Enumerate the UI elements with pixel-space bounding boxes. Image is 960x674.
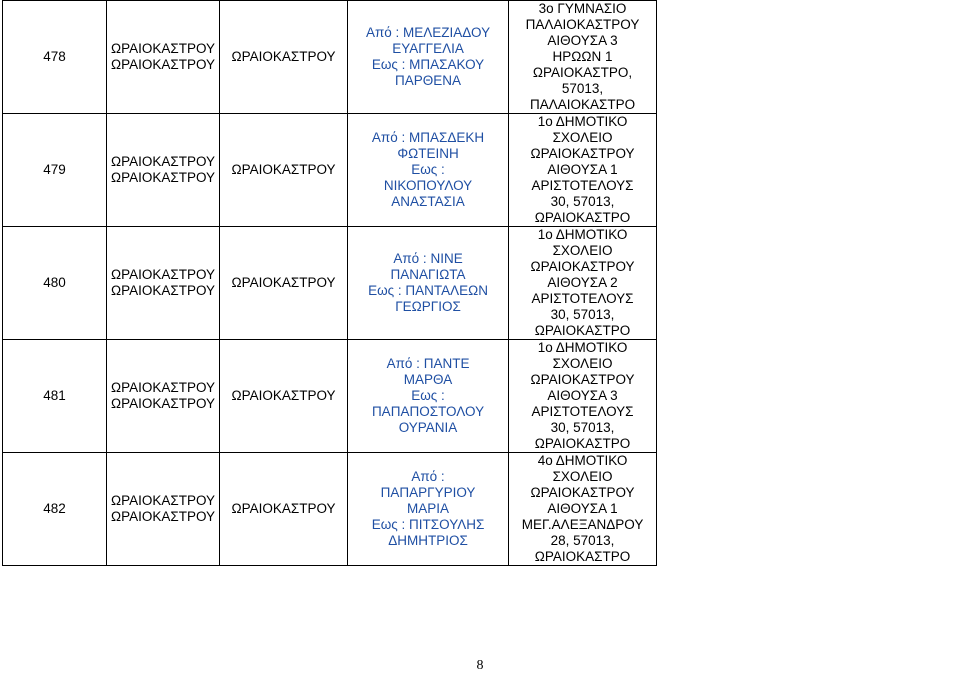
station-number-cell [3, 227, 107, 340]
polling-place-line: 28, 57013, [550, 533, 615, 548]
surname-range-line: ΝΙΚΟΠΟΥΛΟΥ [383, 178, 473, 193]
polling-place-line: ΑΙΘΟΥΣΑ 1 [547, 501, 618, 516]
surname-range-cell [348, 227, 509, 340]
polling-place-line: ΩΡΑΙΟΚΑΣΤΡΟΥ [530, 146, 635, 161]
surname-range-line: ΠΑΠΑΠΟΣΤΟΛΟΥ [371, 404, 485, 419]
polling-place-line: 3ο ΓΥΜΝΑΣΙΟ [538, 1, 627, 16]
surname-range-cell [348, 340, 509, 453]
station-number-cell [3, 1, 107, 114]
table-row [3, 453, 657, 566]
polling-place-line: ΩΡΑΙΟΚΑΣΤΡΟ, [532, 65, 633, 80]
polling-place-line: ΣΧΟΛΕΙΟ [552, 356, 613, 371]
municipality-cell [107, 114, 220, 227]
station-number-cell [3, 114, 107, 227]
polling-place-line: ΩΡΑΙΟΚΑΣΤΡΟ [534, 323, 631, 338]
polling-place-line: 1ο ΔΗΜΟΤΙΚΟ [537, 340, 628, 355]
municipality-cell [107, 340, 220, 453]
polling-place-cell [509, 453, 657, 566]
surname-range-line: ΦΩΤΕΙΝΗ [397, 146, 459, 161]
municipal-unit-cell [220, 114, 348, 227]
polling-place-line: 30, 57013, [550, 420, 615, 435]
municipality-line: ΩΡΑΙΟΚΑΣΤΡΟΥ [111, 396, 216, 411]
surname-range-line: Από : ΜΕΛΕΖΙΑΔΟΥ [365, 25, 491, 40]
station-number: 478 [43, 49, 66, 64]
surname-range-line: ΟΥΡΑΝΙΑ [398, 420, 458, 435]
municipal-unit: ΩΡΑΙΟΚΑΣΤΡΟΥ [231, 388, 336, 403]
station-number: 481 [43, 388, 66, 403]
municipal-unit-cell [220, 227, 348, 340]
polling-place-line: 30, 57013, [550, 307, 615, 322]
polling-place-line: ΣΧΟΛΕΙΟ [552, 130, 613, 145]
surname-range-line: ΓΕΩΡΓΙΟΣ [395, 299, 461, 314]
polling-place-line: ΠΑΛΑΙΟΚΑΣΤΡΟΥ [525, 17, 640, 32]
surname-range-line: Εως : ΜΠΑΣΑΚΟΥ [371, 57, 485, 72]
surname-range-line: Εως : [411, 388, 445, 403]
surname-range-line: ΜΑΡΘΑ [403, 372, 453, 387]
station-number: 480 [43, 275, 66, 290]
polling-place-line: 57013, [561, 81, 604, 96]
polling-place-line: ΑΡΙΣΤΟΤΕΛΟΥΣ [531, 178, 634, 193]
polling-place-line: ΗΡΩΩΝ 1 [552, 49, 613, 64]
surname-range-cell [348, 453, 509, 566]
surname-range-line: Από : ΠΑΝΤΕ [386, 356, 470, 371]
polling-stations-table [2, 0, 657, 566]
surname-range-line: ΠΑΡΘΕΝΑ [395, 73, 462, 88]
station-number-cell [3, 340, 107, 453]
municipality-line: ΩΡΑΙΟΚΑΣΤΡΟΥ [111, 170, 216, 185]
page-number: 8 [476, 658, 484, 673]
table-row [3, 114, 657, 227]
municipality-cell [107, 227, 220, 340]
station-number: 482 [43, 501, 66, 516]
municipality-line: ΩΡΑΙΟΚΑΣΤΡΟΥ [111, 380, 216, 395]
table-row [3, 1, 657, 114]
surname-range-line: Εως : ΠΙΤΣΟΥΛΗΣ [371, 517, 485, 532]
polling-place-line: ΩΡΑΙΟΚΑΣΤΡΟΥ [530, 259, 635, 274]
surname-range-line: Από : ΜΠΑΣΔΕΚΗ [371, 130, 485, 145]
polling-place-cell [509, 340, 657, 453]
station-number-cell [3, 453, 107, 566]
surname-range-cell [348, 1, 509, 114]
municipality-cell [107, 453, 220, 566]
polling-place-line: ΩΡΑΙΟΚΑΣΤΡΟ [534, 210, 631, 225]
municipal-unit: ΩΡΑΙΟΚΑΣΤΡΟΥ [231, 275, 336, 290]
polling-place-line: 1ο ΔΗΜΟΤΙΚΟ [537, 114, 628, 129]
municipal-unit: ΩΡΑΙΟΚΑΣΤΡΟΥ [231, 49, 336, 64]
municipal-unit-cell [220, 1, 348, 114]
municipality-line: ΩΡΑΙΟΚΑΣΤΡΟΥ [111, 493, 216, 508]
municipal-unit-cell [220, 453, 348, 566]
polling-place-line: ΣΧΟΛΕΙΟ [552, 469, 613, 484]
polling-place-cell [509, 1, 657, 114]
municipal-unit-cell [220, 340, 348, 453]
surname-range-line: Εως : ΠΑΝΤΑΛΕΩΝ [368, 283, 488, 298]
municipality-line: ΩΡΑΙΟΚΑΣΤΡΟΥ [111, 154, 216, 169]
polling-place-line: ΜΕΓ.ΑΛΕΞΑΝΔΡΟΥ [521, 517, 644, 532]
municipality-line: ΩΡΑΙΟΚΑΣΤΡΟΥ [111, 267, 216, 282]
polling-place-line: ΩΡΑΙΟΚΑΣΤΡΟΥ [530, 485, 635, 500]
surname-range-cell [348, 114, 509, 227]
polling-place-line: ΑΙΘΟΥΣΑ 3 [547, 388, 618, 403]
polling-place-line: ΑΙΘΟΥΣΑ 3 [547, 33, 618, 48]
surname-range-line: ΔΗΜΗΤΡΙΟΣ [388, 533, 468, 548]
surname-range-line: ΠΑΝΑΓΙΩΤΑ [390, 267, 466, 282]
polling-place-line: 30, 57013, [550, 194, 615, 209]
surname-range-line: Από : [411, 469, 445, 484]
station-number: 479 [43, 162, 66, 177]
surname-range-line: Εως : [411, 162, 445, 177]
surname-range-line: ΠΑΠΑΡΓΥΡΙΟΥ [380, 485, 476, 500]
surname-range-line: ΕΥΑΓΓΕΛΙΑ [392, 41, 464, 56]
municipality-line: ΩΡΑΙΟΚΑΣΤΡΟΥ [111, 509, 216, 524]
polling-place-line: ΑΡΙΣΤΟΤΕΛΟΥΣ [531, 291, 634, 306]
polling-place-line: ΑΡΙΣΤΟΤΕΛΟΥΣ [531, 404, 634, 419]
polling-place-line: ΣΧΟΛΕΙΟ [552, 243, 613, 258]
municipality-line: ΩΡΑΙΟΚΑΣΤΡΟΥ [111, 283, 216, 298]
polling-place-line: 1ο ΔΗΜΟΤΙΚΟ [537, 227, 628, 242]
table-row [3, 227, 657, 340]
polling-place-line: ΩΡΑΙΟΚΑΣΤΡΟΥ [530, 372, 635, 387]
polling-place-line: ΠΑΛΑΙΟΚΑΣΤΡΟ [529, 97, 636, 112]
polling-place-line: ΑΙΘΟΥΣΑ 2 [547, 275, 618, 290]
surname-range-line: ΜΑΡΙΑ [407, 501, 450, 516]
polling-place-cell [509, 227, 657, 340]
municipal-unit: ΩΡΑΙΟΚΑΣΤΡΟΥ [231, 162, 336, 177]
polling-place-line: ΩΡΑΙΟΚΑΣΤΡΟ [534, 549, 631, 564]
polling-place-line: ΑΙΘΟΥΣΑ 1 [547, 162, 618, 177]
municipality-line: ΩΡΑΙΟΚΑΣΤΡΟΥ [111, 41, 216, 56]
municipality-cell [107, 1, 220, 114]
polling-place-cell [509, 114, 657, 227]
polling-place-line: 4ο ΔΗΜΟΤΙΚΟ [537, 453, 628, 468]
municipality-line: ΩΡΑΙΟΚΑΣΤΡΟΥ [111, 57, 216, 72]
polling-place-line: ΩΡΑΙΟΚΑΣΤΡΟ [534, 436, 631, 451]
surname-range-line: ΑΝΑΣΤΑΣΙΑ [391, 194, 465, 209]
surname-range-line: Από : ΝΙΝΕ [393, 251, 463, 266]
municipal-unit: ΩΡΑΙΟΚΑΣΤΡΟΥ [231, 501, 336, 516]
table-row [3, 340, 657, 453]
